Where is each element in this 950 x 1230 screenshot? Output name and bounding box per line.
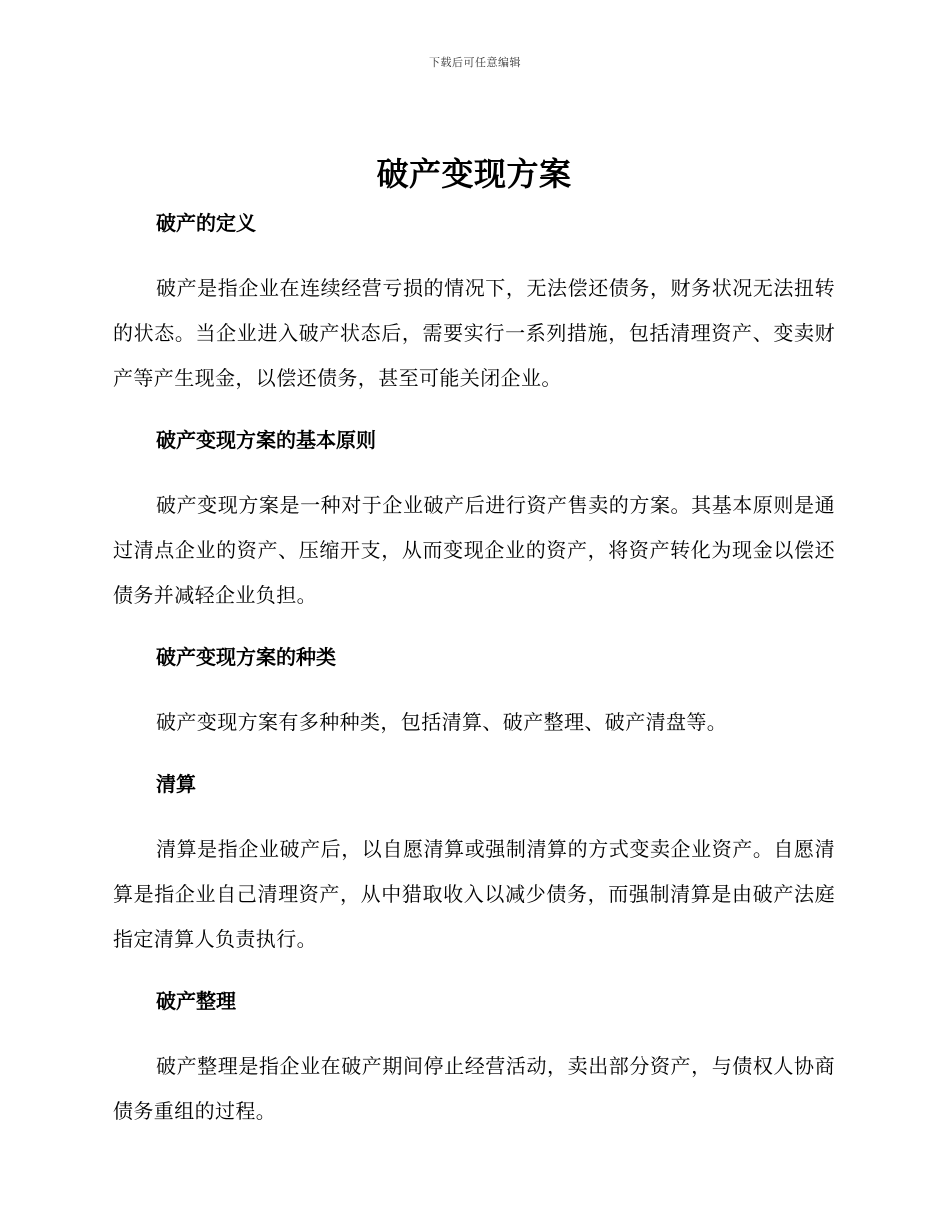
document-title: 破产变现方案 — [376, 155, 572, 193]
section-paragraph: 清算是指企业破产后，以自愿清算或强制清算的方式变卖企业资产。自愿清算是指企业自己清理资产，从中猎取收入以减少债务，而强制清算是由破产法庭指定清算人负责执行。 — [113, 837, 835, 951]
page-header-note: 下载后可任意编辑 — [429, 56, 521, 69]
section-basic-principles — [113, 423, 835, 618]
section-paragraph: 破产变现方案是一种对于企业破产后进行资产售卖的方案。其基本原则是通过清点企业的资产、压缩开支，从而变现企业的资产，将资产转化为现金以偿还债务并减轻企业负担。 — [113, 493, 835, 607]
section-paragraph: 破产是指企业在连续经营亏损的情况下，无法偿还债务，财务状况无法扭转的状态。当企业进入破产状态后，需要实行一系列措施，包括清理资产、变卖财产等产生现金，以偿还债务，甚至可能关闭企业。 — [113, 276, 835, 390]
section-definition — [113, 206, 835, 401]
section-heading: 破产的定义 — [156, 211, 256, 235]
section-heading: 清算 — [156, 772, 196, 796]
section-types — [113, 640, 835, 745]
section-paragraph: 破产变现方案有多种种类，包括清算、破产整理、破产清盘等。 — [156, 710, 728, 734]
section-heading: 破产变现方案的基本原则 — [156, 428, 376, 452]
section-liquidation — [113, 767, 835, 962]
document-content — [113, 150, 835, 1156]
section-heading: 破产整理 — [156, 989, 236, 1013]
section-heading: 破产变现方案的种类 — [156, 645, 336, 669]
section-reorganization — [113, 984, 835, 1134]
section-paragraph: 破产整理是指企业在破产期间停止经营活动，卖出部分资产，与债权人协商债务重组的过程。 — [113, 1054, 835, 1123]
